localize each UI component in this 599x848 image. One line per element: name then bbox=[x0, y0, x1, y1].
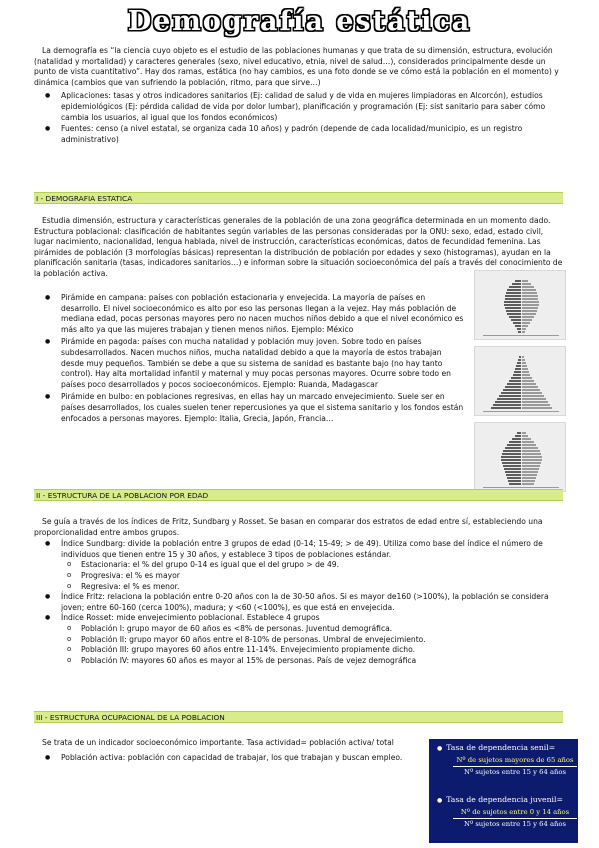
activity-list bbox=[34, 753, 422, 764]
senil-denominator: Nº sujetos entre 15 y 64 años bbox=[464, 768, 566, 776]
sub-list-item: o Población III: grupo mayores 60 años entre 11-14%. Envejecimiento propiamente dicho. bbox=[61, 645, 564, 656]
pyramid-axis bbox=[483, 487, 559, 488]
sub-list-item: o Regresiva: el % es menor. bbox=[61, 582, 564, 593]
section-1-list-block bbox=[34, 293, 466, 424]
section-heading: I - DEMOGRAFIA ESTATICA bbox=[34, 192, 563, 204]
juvenil-rate-title: ● Tasa de dependencia juvenil= bbox=[437, 795, 563, 804]
sundbarg-sublist bbox=[61, 560, 564, 592]
sub-list-item: o Población IV: mayores 60 años es mayor al 15% de personas. País de vejez demográfica bbox=[61, 656, 564, 667]
pyramid-axis bbox=[483, 335, 559, 336]
section-heading: II - ESTRUCTURA DE LA POBLACION POR EDAD bbox=[34, 489, 563, 501]
list-item bbox=[34, 613, 564, 666]
pyramid-image-campana bbox=[474, 270, 566, 340]
intro-list bbox=[34, 91, 564, 145]
section-3-block bbox=[34, 738, 422, 763]
fraction-line bbox=[453, 766, 577, 767]
section-1-paragraph: Estudia dimensión, estructura y características generales de la población de una zona geográfica determinada en un momento dado. Estructura poblacional: clasificación de habitantes según variables de las personas consideradas por la ONU: sexo, edad, estado civil, lugar nacimiento, nacionalidad, lengua hablada, nivel de instrucción, características económicas, datos de fecundidad femenina. Las pirámides de población (3 morfologías básicas) representan la distribución de población por edades y sexo (histogramas), ayudan en la planificación sanitaria (tasas, indicadores sanitarios…) e informan sobre la situación socioeconómica del país a través del conocimiento de la población activa. bbox=[34, 216, 563, 278]
juvenil-numerator: Nº de sujetos entre 0 y 14 años bbox=[460, 808, 570, 816]
juvenil-denominator: Nº sujetos entre 15 y 64 años bbox=[464, 820, 566, 828]
index-list bbox=[34, 539, 564, 666]
list-item: ● Pirámide en bulbo: en poblaciones regresivas, en ellas hay un marcado envejecimiento. Suele ser en países desarrollados, los cuales suelen tener repercusiones ya que el sistema sanitario y los fondos están enfocados a personas mayores. Ejemplo: Italia, Grecia, Japón, Francia… bbox=[34, 392, 466, 424]
pyramid-image-bulbo bbox=[474, 422, 566, 492]
rosset-sublist bbox=[61, 624, 564, 666]
senil-numerator: Nº de sujetos mayores de 65 años bbox=[456, 756, 574, 764]
intro-paragraph: La demografía es “la ciencia cuyo objeto es el estudio de las poblaciones humanas y que trata de su dimensión, estructura, evolución (natalidad y mortalidad) y caracteres generales (sexo, nivel educativo, etnia, nivel de salud…), considerados principalmente desde un punto de vista cuantitativo”. Hay dos ramas, estática (no hay cambios, es una foto donde se ve cómo está la población en el momento) y dinámica (cambios que van sufriendo la población, ritmo, para que sirve…) bbox=[34, 46, 559, 87]
pyramid-figures bbox=[474, 270, 566, 492]
sub-list-item: o Progresiva: el % es mayor bbox=[61, 571, 564, 582]
list-item: ● Fuentes: censo (a nivel estatal, se organiza cada 10 años) y padrón (depende de cada localidad/municipio, es un registro administrativo) bbox=[34, 124, 564, 145]
pyramid-bar bbox=[522, 407, 552, 409]
list-item: ● Índice Fritz: relaciona la población entre 0-20 años con la de 30-50 años. Si es mayor de160 (>100%), la población se considera joven; entre 60-160 (cerca 100%), madura; y <60 (<100%), es que está en envejecida. bbox=[34, 592, 564, 613]
fraction-line bbox=[453, 818, 577, 819]
list-item: ● Aplicaciones: tasas y otros indicadores sanitarios (Ej: calidad de salud y de vida en mujeres limpiadoras en Alcorcón), estudios epidemiológicos (Ej: pérdida calidad de vida por dolor lumbar), planificación y programación (Ej: sist sanitario para saber cómo cambia los usuarios, al igual que los fondos económicos) bbox=[34, 91, 564, 123]
rosset-text: Índice Rosset: mide envejecimiento poblacional. Establece 4 grupos bbox=[61, 613, 320, 623]
intro-block bbox=[34, 46, 564, 145]
dependency-rate-formulas bbox=[429, 739, 578, 843]
page-title: Demografía estática bbox=[127, 6, 472, 37]
section-2-paragraph: Se guía a través de los índices de Fritz, Sundbarg y Rosset. Se basan en comparar dos estratos de edad entre sí, estableciendo una proporcionalidad entre ambos grupos. bbox=[34, 517, 543, 537]
pyramid-bar bbox=[518, 331, 521, 333]
sub-list-item: o Población I: grupo mayor de 60 años es <8% de personas. Juventud demográfica. bbox=[61, 624, 564, 635]
list-item: ● Población activa: población con capacidad de trabajar, los que trabajan y buscan empleo. bbox=[34, 753, 422, 764]
pyramid-bar bbox=[522, 331, 525, 333]
list-item: ● Pirámide en campana: países con población estacionaria y envejecida. La mayoría de países en desarrollo. El nivel socioeconómico es alto por eso las personas llegan a la vejez. Hay más población de mediana edad, pocas personas mayores pero no nacen muchos niños debido a que el nivel económico es más alto ya que las mujeres trabajan y tienen menos niños. Ejemplo: México bbox=[34, 293, 466, 335]
pyramid-bar bbox=[522, 483, 534, 485]
section-2-block bbox=[34, 517, 564, 666]
senil-rate-title: ● Tasa de dependencia senil= bbox=[437, 743, 556, 752]
pyramid-image-pagoda bbox=[474, 346, 566, 416]
pyramid-axis bbox=[483, 411, 559, 412]
list-item: ● Pirámide en pagoda: países con mucha natalidad y población muy joven. Sobre todo en países subdesarrollados. Nacen muchos niños, mucha natalidad debido a que la mayoría de estos trabajan desde muy pequeños. También se debe a que su sistema de sanidad es bastante bajo (no hay tanto control). Hay alta mortalidad infantil y maternal y muy pocas personas mayores. Ocurre sobre todo en países poco desarrollados y pocos socioeconómicos. Ejemplo: Ruanda, Madagascar bbox=[34, 337, 466, 390]
sub-list-item: o Población II: grupo mayor 60 años entre el 8-10% de personas. Umbral de envejecimiento. bbox=[61, 635, 564, 646]
sundbarg-text: Índice Sundbarg: divide la población entre 3 grupos de edad (0-14; 15-49; > de 49). Utiliza como base del índice el número de individuos que tienen entre 15 y 30 años, y establece 3 tipos de poblaciones estándar. bbox=[61, 539, 543, 559]
pyramid-list bbox=[34, 293, 466, 424]
pyramid-bar bbox=[509, 483, 521, 485]
section-3-paragraph: Se trata de un indicador socioeconómico importante. Tasa actividad= población activa/ total bbox=[42, 738, 394, 747]
section-heading: III - ESTRUCTURA OCUPACIONAL DE LA POBLACION bbox=[34, 711, 563, 723]
pyramid-bar bbox=[491, 407, 521, 409]
sub-list-item: o Estacionaria: el % del grupo 0-14 es igual que el del grupo > de 49. bbox=[61, 560, 564, 571]
list-item bbox=[34, 539, 564, 592]
